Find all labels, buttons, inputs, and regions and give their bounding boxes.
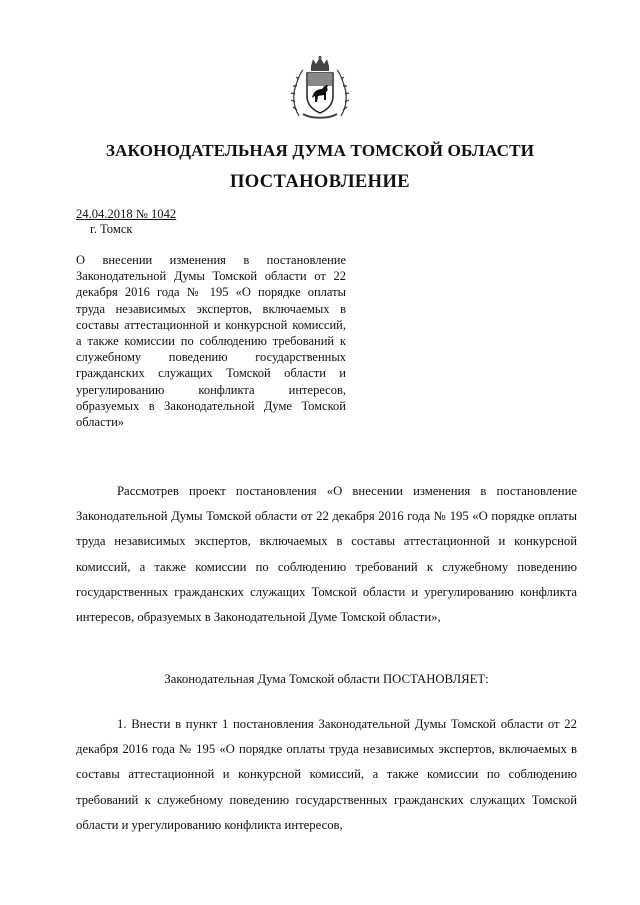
coat-of-arms-icon (289, 56, 351, 122)
date-number: 24.04.2018 № 1042 (76, 207, 177, 221)
resolves-paragraph: Законодательная Дума Томской области ПОСТАНОВЛЯЕТ: (164, 672, 489, 686)
emblem-wreath-left (291, 70, 303, 116)
document-subject: О внесении изменения в постановление Законодательной Думы Томской области от 22 декабря 2016 года № 195 «О порядке оплаты труда независимых экспертов, включаемых в составы аттестационной и конкурсной комиссий, а также комиссии по соблюдению требований к служебному поведению государственных гражданских служащих Томской области и урегулированию конфликта интересов, образуемых в Законодательной Думе Томской области» (76, 253, 346, 430)
emblem-wreath-right (337, 70, 349, 116)
document-meta (76, 207, 176, 237)
preamble-paragraph: Рассмотрев проект постановления «О внесении изменения в постановление Законодательной Думы Томской области от 22 декабря 2016 года № 195 «О порядке оплаты труда независимых экспертов, включаемых в составы аттестационной и конкурсной комиссий, а также комиссии по соблюдению требований к служебному поведению государственных гражданских служащих Томской области и урегулированию конфликта интересов, образуемых в Законодательной Думе Томской области», (76, 484, 577, 625)
organization-title: ЗАКОНОДАТЕЛЬНАЯ ДУМА ТОМСКОЙ ОБЛАСТИ (105, 141, 535, 160)
point-1-paragraph: 1. Внести в пункт 1 постановления Законодательной Думы Томской области от 22 декабря 2016 года № 195 «О порядке оплаты труда независимых экспертов, включаемых в составы аттестационной и конкурсной комиссий, а также комиссии по соблюдению требований к служебному поведению государственных гражданских служащих Томской области и урегулированию конфликта интересов, (76, 717, 577, 832)
city: г. Томск (90, 222, 133, 236)
document-type-title: ПОСТАНОВЛЕНИЕ (229, 172, 410, 192)
emblem-crown (311, 56, 329, 71)
emblem-ribbon (303, 114, 337, 118)
